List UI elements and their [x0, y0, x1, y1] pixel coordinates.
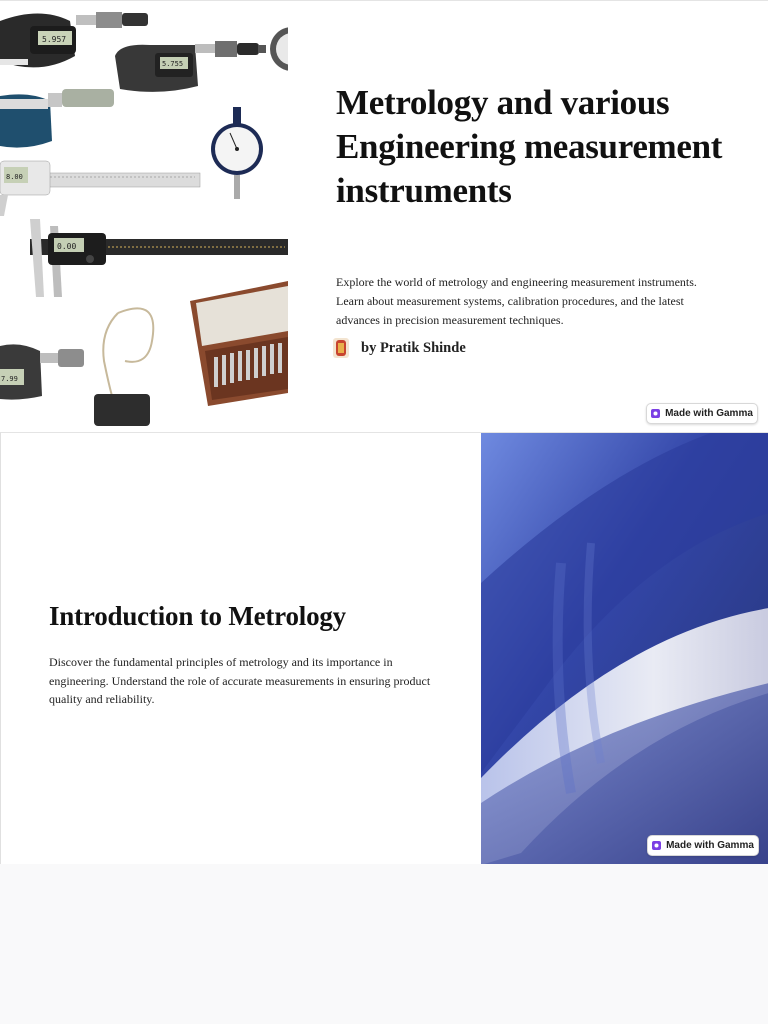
title-slide: [0, 0, 768, 432]
caliper-top-readout: 8.00: [6, 173, 23, 181]
badge-label: Made with Gamma: [666, 840, 754, 851]
gamma-logo-icon: [652, 841, 661, 850]
caliper-middle: [30, 219, 288, 297]
intro-slide: [0, 432, 768, 864]
slide-description: Discover the fundamental principles of metrology and its importance in engineering. Understand the role of accurate measurements in ensuring product quality and reliability.: [49, 655, 431, 706]
slide-description: Explore the world of metrology and engineering measurement instruments. Learn about measurement systems, calibration procedures, and the latest advances in precision measurement techniques.: [336, 275, 697, 327]
caliper-top: [0, 161, 200, 216]
caliper-mid-readout: 0.00: [57, 242, 77, 251]
micrometer-top-readout: 5.957: [42, 35, 67, 44]
author-avatar: [333, 338, 349, 358]
micrometer-mid-readout: 5.755: [162, 60, 184, 68]
abstract-blue-image: [481, 433, 768, 864]
author-name: by Pratik Shinde: [361, 339, 466, 356]
dial-indicator: [211, 107, 263, 199]
micrometer-middle: [115, 41, 266, 92]
slide-title: Introduction to Metrology: [49, 601, 346, 631]
micrometer-low-readout: 7.99: [1, 375, 18, 383]
author-byline: [333, 337, 466, 359]
measurement-instruments-image: [0, 1, 288, 432]
gamma-logo-icon: [651, 409, 660, 418]
made-with-gamma-badge[interactable]: [646, 403, 758, 424]
slide-title: Metrology and various Engineering measurement instruments: [336, 83, 723, 210]
micrometer-blue: [0, 89, 114, 148]
micrometer-low: [0, 344, 84, 399]
data-cable-unit: [94, 308, 153, 426]
gauge-block-set: [190, 281, 288, 406]
badge-label: Made with Gamma: [665, 408, 753, 419]
made-with-gamma-badge[interactable]: [647, 835, 759, 856]
